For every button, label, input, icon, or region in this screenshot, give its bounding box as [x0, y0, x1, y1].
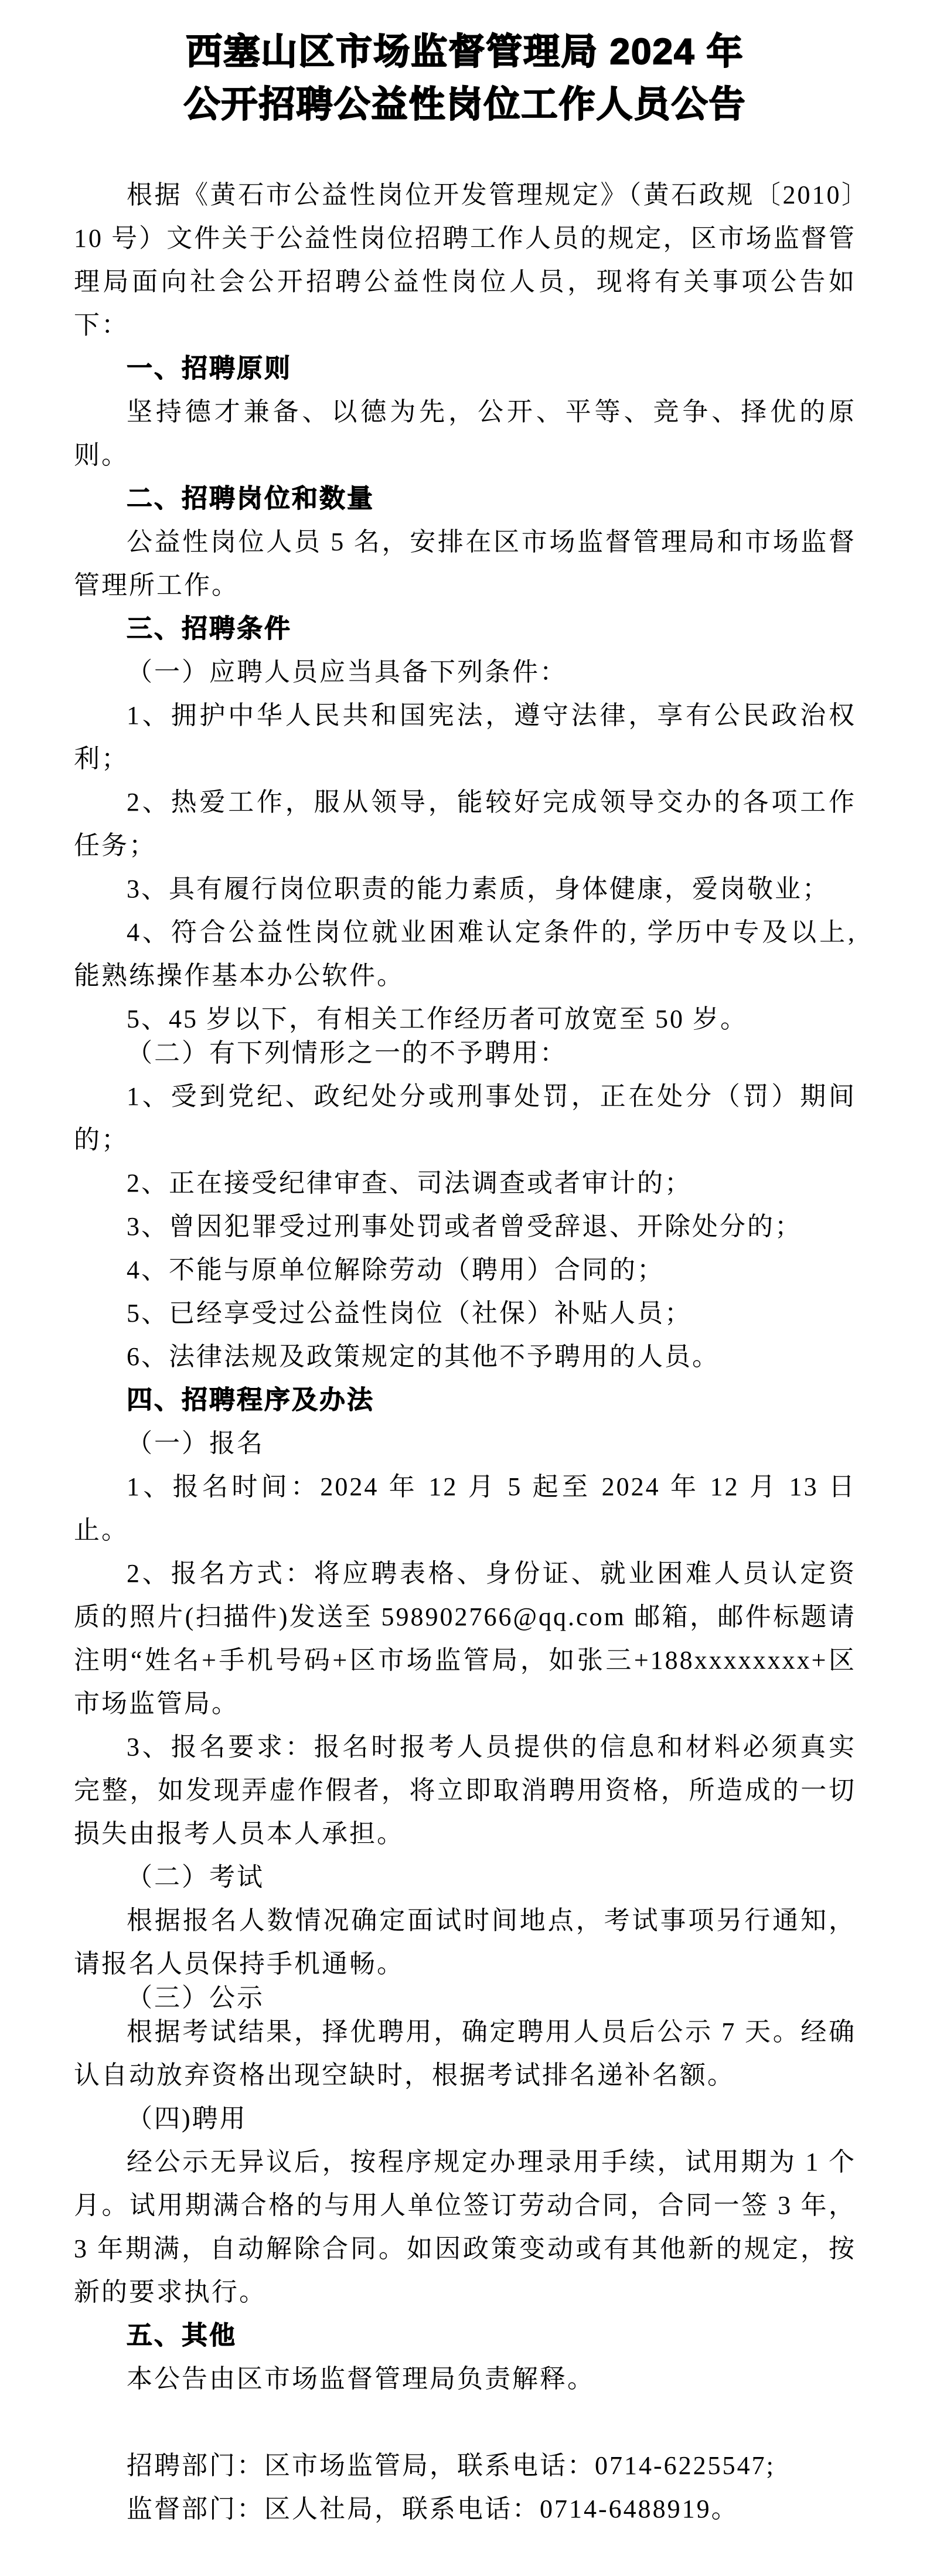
- paragraph: 3、具有履行岗位职责的能力素质，身体健康，爱岗敬业；: [127, 874, 830, 903]
- paragraph: 本公告由区市场监督管理局负责解释。: [127, 2364, 595, 2393]
- section-heading: 一、招聘原则: [127, 354, 292, 383]
- paragraph: 根据《黄石市公益性岗位开发管理规定》（黄石政规〔2010〕10 号）文件关于公益性岗位招聘工作人员的规定，区市场监督管理局面向社会公开招聘公益性岗位人员，现将有关事项公告如下：: [74, 181, 856, 339]
- section-heading: 三、招聘条件: [127, 614, 292, 643]
- paragraph: 1、拥护中华人民共和国宪法，遵守法律，享有公民政治权利；: [74, 701, 856, 773]
- paragraph: 1、报名时间：2024 年 12 月 5 起至 2024 年 12 月 13 日止。: [74, 1472, 856, 1544]
- paragraph: 4、不能与原单位解除劳动（聘用）合同的；: [127, 1255, 665, 1284]
- paragraph: （二）考试: [127, 1863, 264, 1891]
- section-heading: 五、其他: [127, 2321, 237, 2350]
- paragraph: 公益性岗位人员 5 名，安排在区市场监督管理局和市场监督管理所工作。: [74, 528, 856, 600]
- paragraph: 经公示无异议后，按程序规定办理录用手续，试用期为 1 个月。试用期满合格的与用人单位签订劳动合同，合同一签 3 年，3 年期满，自动解除合同。如因政策变动或有其他新的规定，按新的要求执行。: [74, 2148, 856, 2306]
- paragraph: 5、已经享受过公益性岗位（社保）补贴人员；: [127, 1299, 692, 1328]
- paragraph: 2、报名方式：将应聘表格、身份证、就业困难人员认定资质的照片(扫描件)发送至 598902766@qq.com 邮箱，邮件标题请注明“姓名+手机号码+区市场监管局，如张三+188xxxxxxxx+区市场监管局。: [74, 1559, 856, 1718]
- paragraph: 监督部门：区人社局，联系电话：0714-6488919。: [127, 2495, 739, 2523]
- document-title-line-2: 公开招聘公益性岗位工作人员公告: [183, 84, 747, 125]
- paragraph: （二）有下列情形之一的不予聘用：: [127, 1039, 567, 1067]
- paragraph: 5、45 岁以下，有相关工作经历者可放宽至 50 岁。: [127, 1005, 748, 1033]
- document-body: [74, 173, 856, 2531]
- paragraph: 3、曾因犯罪受过刑事处罚或者曾受辞退、开除处分的；: [127, 1212, 802, 1241]
- section-heading: 二、招聘岗位和数量: [127, 484, 374, 513]
- paragraph: 2、正在接受纪律审查、司法调查或者审计的；: [127, 1169, 692, 1197]
- section-heading: 四、招聘程序及办法: [127, 1386, 374, 1414]
- paragraph: 招聘部门：区市场监管局，联系电话：0714-6225547;: [127, 2451, 775, 2480]
- paragraph: 2、热爱工作，服从领导，能较好完成领导交办的各项工作任务；: [74, 788, 856, 860]
- document-title: [74, 26, 856, 131]
- paragraph: （一）报名: [127, 1429, 264, 1458]
- paragraph: 根据报名人数情况确定面试时间地点，考试事项另行通知，请报名人员保持手机通畅。: [74, 1906, 856, 1978]
- paragraph: （一）应聘人员应当具备下列条件：: [127, 658, 567, 686]
- paragraph: 坚持德才兼备、以德为先，公开、平等、竞争、择优的原则。: [74, 397, 856, 469]
- paragraph: 6、法律法规及政策规定的其他不予聘用的人员。: [127, 1342, 720, 1371]
- paragraph: （四)聘用: [127, 2104, 247, 2133]
- blank-line: [74, 2401, 856, 2444]
- document-title-line-1: 西塞山区市场监督管理局 2024 年: [186, 32, 744, 72]
- paragraph: 根据考试结果，择优聘用，确定聘用人员后公示 7 天。经确认自动放弃资格出现空缺时，根据考试排名递补名额。: [74, 2017, 856, 2090]
- paragraph: （三）公示: [127, 1983, 264, 2012]
- paragraph: 3、报名要求：报名时报考人员提供的信息和材料必须真实完整，如发现弄虚作假者，将立即取消聘用资格，所造成的一切损失由报考人员本人承担。: [74, 1733, 856, 1848]
- paragraph: 4、符合公益性岗位就业困难认定条件的, 学历中专及以上, 能熟练操作基本办公软件。: [74, 918, 856, 990]
- paragraph: 1、受到党纪、政纪处分或刑事处罚，正在处分（罚）期间的；: [74, 1082, 856, 1154]
